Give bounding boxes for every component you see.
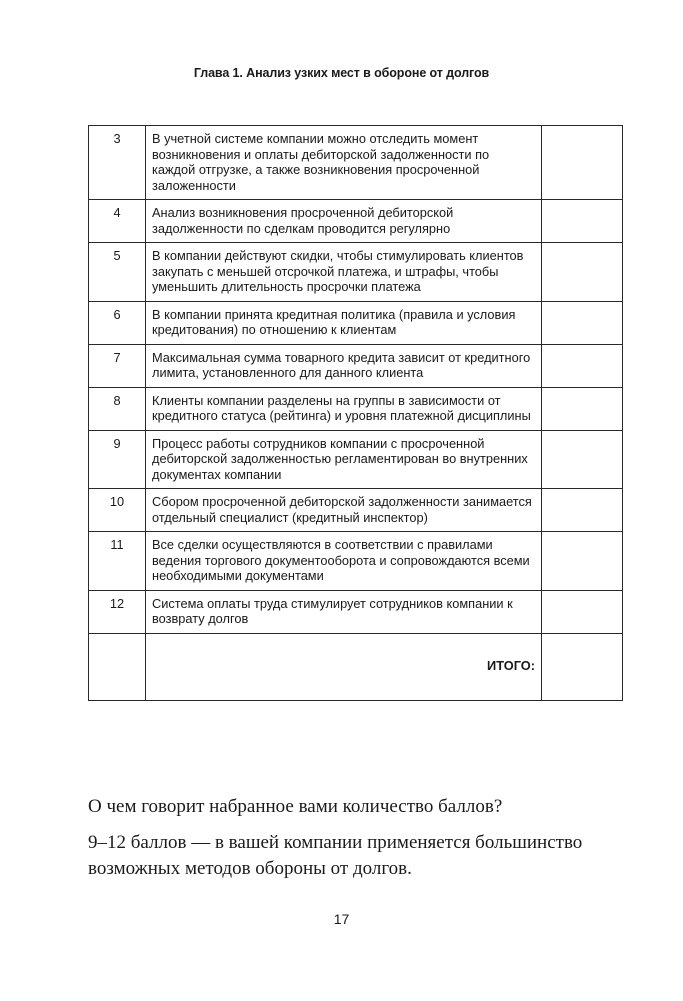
table-row [89, 200, 623, 243]
row-score-cell [542, 126, 623, 200]
row-statement: Клиенты компании разделены на группы в зависимости от кредитного статуса (рейтинга) и уровня платежной дисциплины [146, 387, 542, 430]
row-statement: Сбором просроченной дебиторской задолженности занимается отдельный специалист (кредитный инспектор) [146, 489, 542, 532]
row-score-cell [542, 532, 623, 591]
row-number: 4 [89, 200, 146, 243]
row-number: 8 [89, 387, 146, 430]
row-score-cell [542, 387, 623, 430]
row-score-cell [542, 301, 623, 344]
row-number: 5 [89, 243, 146, 302]
row-number: 11 [89, 532, 146, 591]
table-row [89, 532, 623, 591]
table-row [89, 489, 623, 532]
checklist-table-container [88, 125, 595, 701]
question-text: О чем говорит набранное вами количество баллов? [88, 796, 503, 817]
table-row [89, 590, 623, 633]
total-empty-cell [89, 633, 146, 700]
total-label: ИТОГО: [146, 633, 542, 700]
row-statement: Процесс работы сотрудников компании с просроченной дебиторской задолженностью регламентирован во внутренних документах компании [146, 430, 542, 489]
table-row [89, 430, 623, 489]
total-row [89, 633, 623, 700]
table-row [89, 301, 623, 344]
row-number: 3 [89, 126, 146, 200]
row-score-cell [542, 590, 623, 633]
checklist-table-body [89, 126, 623, 701]
row-number: 9 [89, 430, 146, 489]
row-number: 6 [89, 301, 146, 344]
row-statement: Система оплаты труда стимулирует сотрудников компании к возврату долгов [146, 590, 542, 633]
row-score-cell [542, 430, 623, 489]
row-statement: В учетной системе компании можно отследить момент возникновения и оплаты дебиторской задолженности по каждой отгрузке, а также возникновения просроченной заложенности [146, 126, 542, 200]
page-number: 17 [333, 911, 350, 927]
row-statement: В компании принята кредитная политика (правила и условия кредитования) по отношению к клиентам [146, 301, 542, 344]
row-statement: В компании действуют скидки, чтобы стимулировать клиентов закупать с меньшей отсрочкой платежа, и штрафы, чтобы уменьшить длительность просрочки платежа [146, 243, 542, 302]
table-row [89, 243, 623, 302]
row-number: 10 [89, 489, 146, 532]
table-row [89, 387, 623, 430]
row-statement: Все сделки осуществляются в соответствии с правилами ведения торгового документооборота и сопровождаются всеми необходимыми документами [146, 532, 542, 591]
row-score-cell [542, 489, 623, 532]
checklist-table [88, 125, 623, 701]
total-score-cell [542, 633, 623, 700]
row-score-cell [542, 200, 623, 243]
row-statement: Анализ возникновения просроченной дебиторской задолженности по сделкам проводится регулярно [146, 200, 542, 243]
row-number: 7 [89, 344, 146, 387]
row-score-cell [542, 344, 623, 387]
table-row [89, 126, 623, 200]
row-statement: Максимальная сумма товарного кредита зависит от кредитного лимита, установленного для данного клиента [146, 344, 542, 387]
row-number: 12 [89, 590, 146, 633]
row-score-cell [542, 243, 623, 302]
table-row [89, 344, 623, 387]
answer-text: 9–12 баллов — в вашей компании применяется большинство возможных методов обороны от долгов. [88, 832, 583, 879]
chapter-title: Глава 1. Анализ узких мест в обороне от долгов [193, 66, 490, 80]
